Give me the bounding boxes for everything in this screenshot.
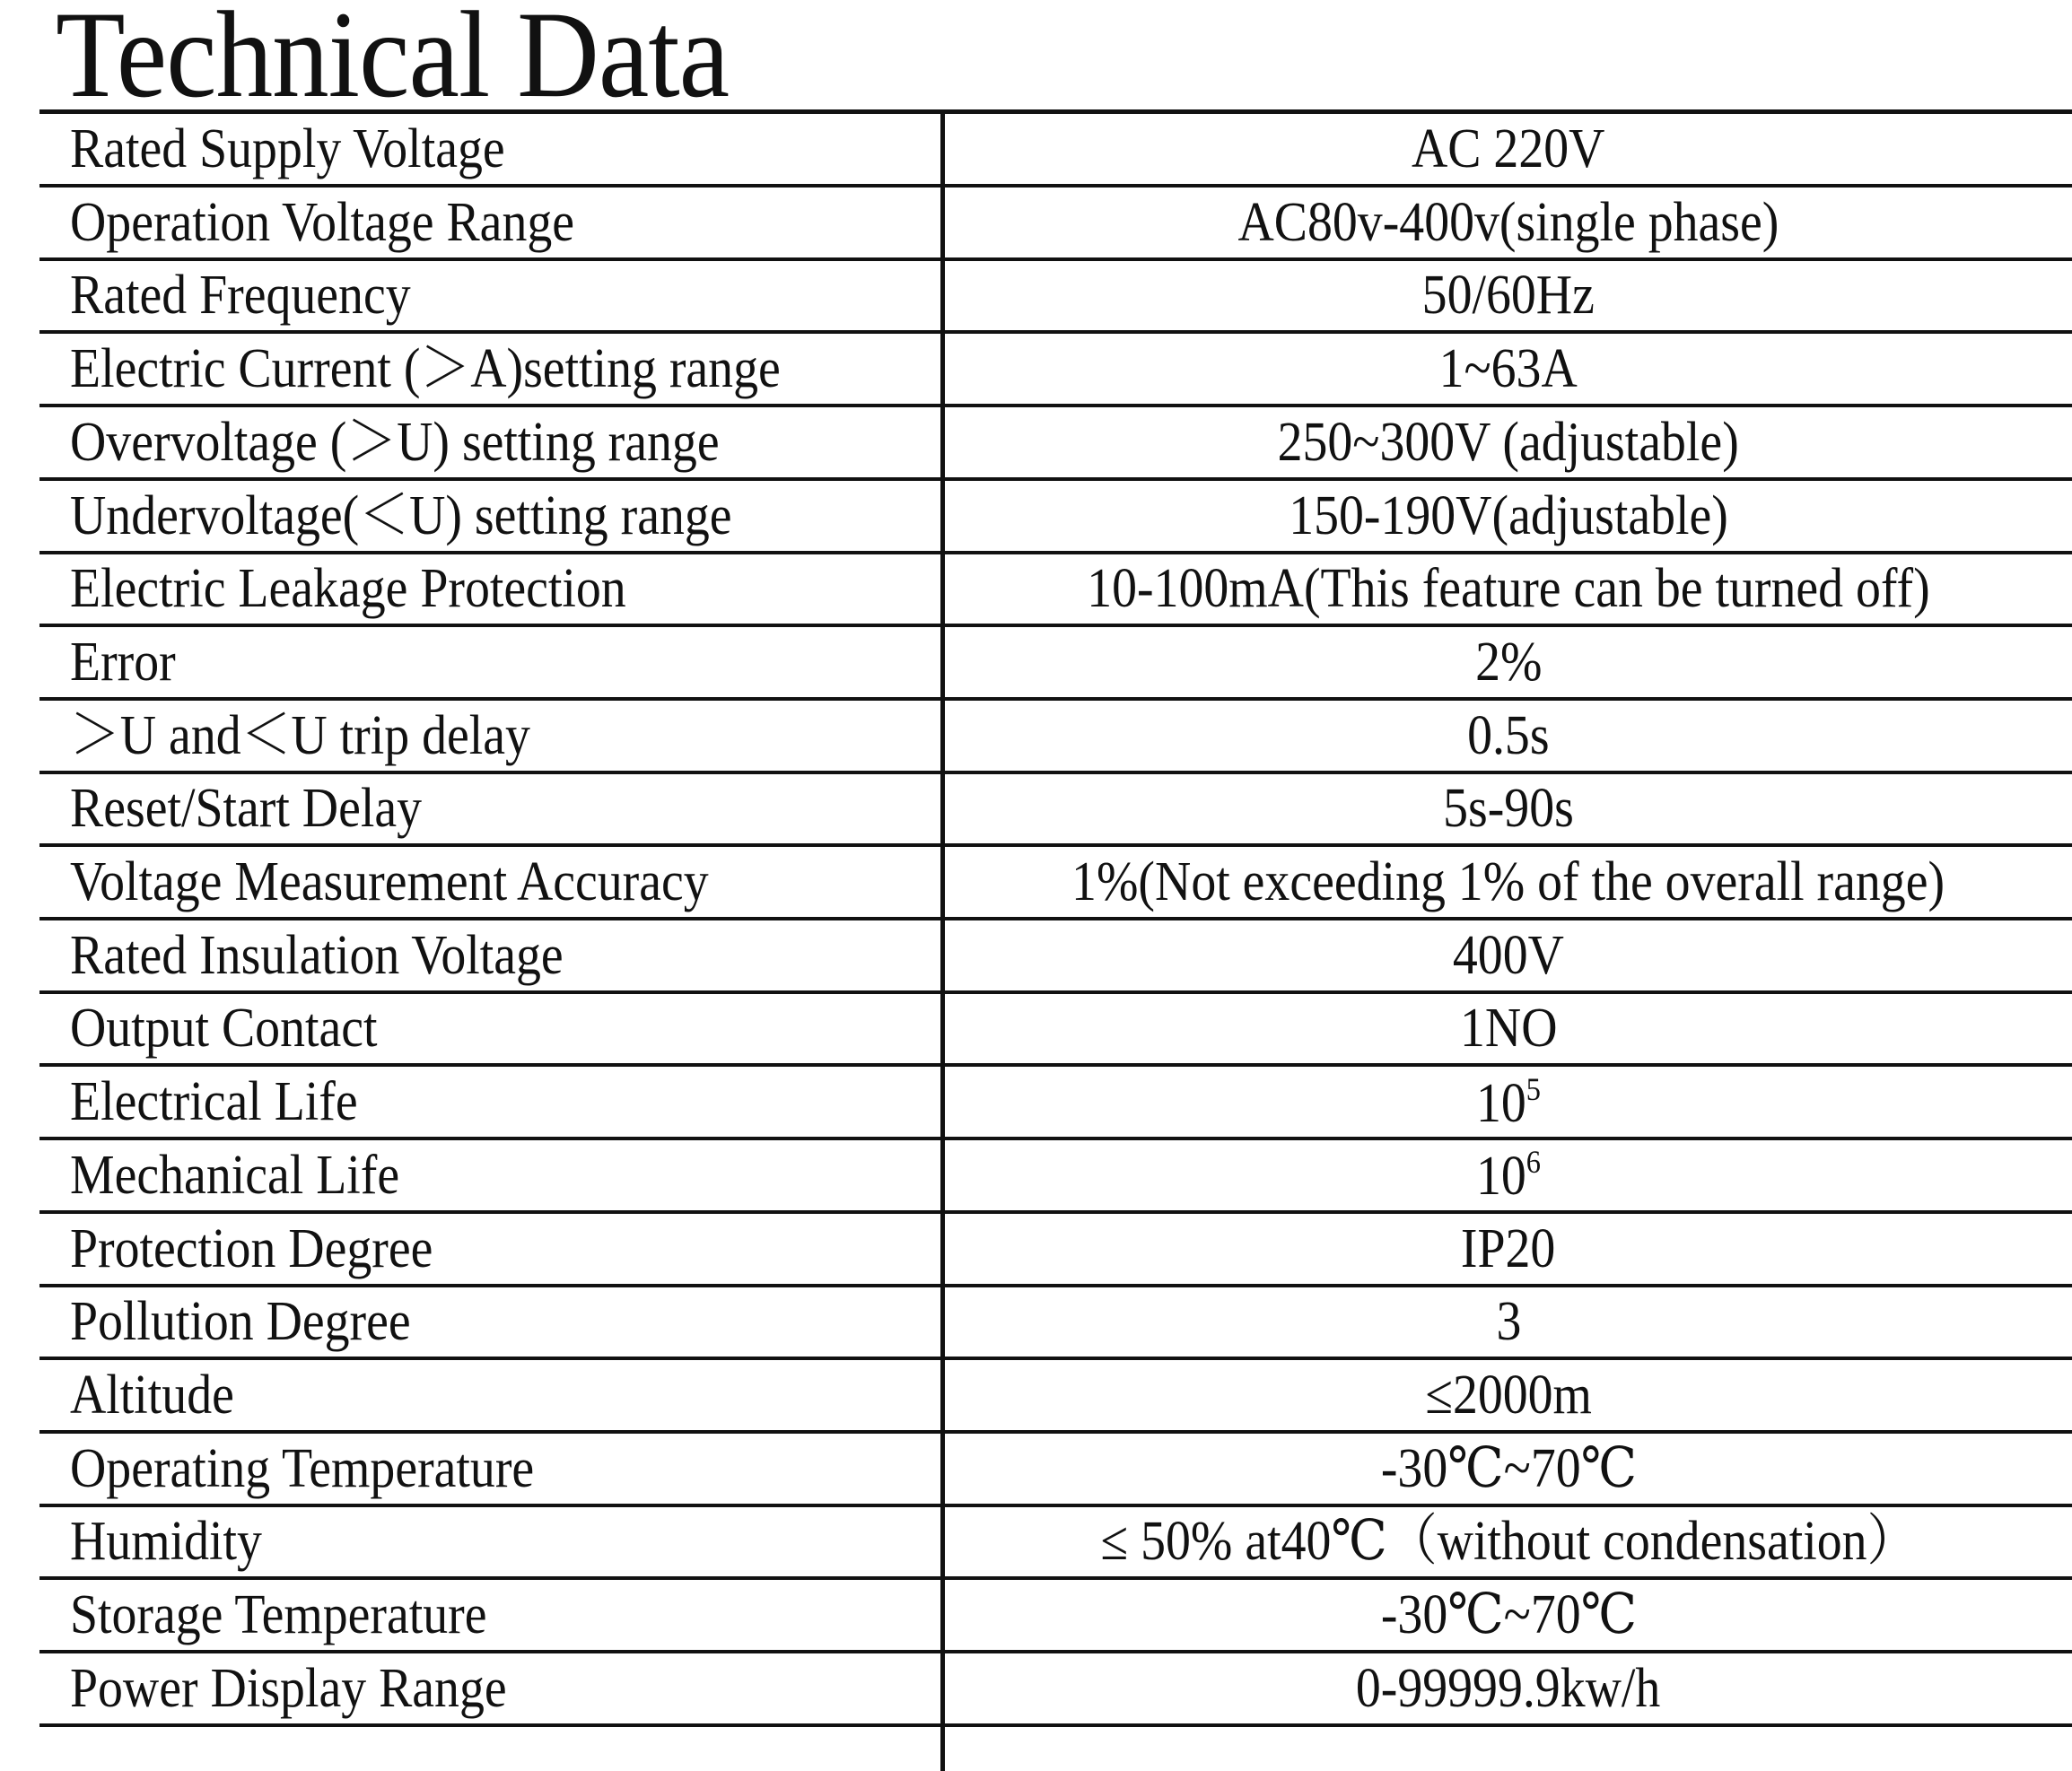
spec-label: Electric Current (＞A)setting range [70, 338, 781, 400]
spec-value-main: 10 [1476, 1146, 1526, 1208]
spec-value-text [1459, 998, 1558, 1060]
spec-label: Voltage Measurement Accuracy [70, 851, 709, 912]
spec-label: Rated Insulation Voltage [70, 924, 564, 986]
spec-value-main: 3 [1496, 1291, 1521, 1353]
spec-value [945, 993, 2072, 1063]
spec-value-text [1277, 411, 1740, 473]
table-row [39, 554, 2072, 627]
table-row [39, 1140, 2072, 1214]
spec-value-main: 50/60Hz [1421, 265, 1596, 327]
spec-value-text [1443, 778, 1574, 840]
spec-value-text [1289, 484, 1728, 546]
spec-value [945, 1067, 2072, 1137]
spec-value-main: 1%(Not exceeding 1% of the overall range) [1071, 851, 1945, 912]
spec-value [945, 1580, 2072, 1650]
spec-value [945, 1653, 2072, 1723]
spec-value-main: 5s-90s [1443, 778, 1574, 840]
spec-value-text [1412, 118, 1605, 179]
spec-label: Electric Leakage Protection [70, 558, 626, 620]
table-row [39, 114, 2072, 188]
spec-value-text [1071, 851, 1945, 912]
spec-value-main: AC80v-400v(single phase) [1237, 191, 1779, 253]
spec-value-main: 150-190V(adjustable) [1289, 484, 1728, 546]
spec-value-text [1380, 1437, 1637, 1499]
spec-value [945, 627, 2072, 697]
spec-value-main: -30℃~70℃ [1380, 1584, 1637, 1645]
table-row [39, 1434, 2072, 1507]
spec-value-main: AC 220V [1412, 118, 1605, 179]
spec-value [945, 407, 2072, 477]
spec-value-text [1461, 1217, 1556, 1279]
spec-value-text [1100, 1511, 1917, 1573]
spec-value [945, 334, 2072, 404]
spec-value [945, 1506, 2072, 1576]
spec-value [945, 1140, 2072, 1210]
spec-label: Humidity [70, 1511, 262, 1573]
spec-value-main: 1NO [1459, 998, 1558, 1060]
spec-label: Pollution Degree [70, 1291, 411, 1353]
spec-value [945, 773, 2072, 843]
spec-label: Altitude [70, 1364, 234, 1426]
spec-label: Error [70, 631, 176, 693]
spec-value-text [1467, 704, 1550, 766]
spec-value [945, 701, 2072, 771]
spec-value-main: 0-99999.9kw/h [1356, 1657, 1661, 1719]
table-row [39, 627, 2072, 701]
spec-value [945, 188, 2072, 257]
table-row [39, 1067, 2072, 1140]
spec-value-exponent: 5 [1526, 1070, 1541, 1107]
spec-value-main: 250~300V (adjustable) [1277, 411, 1740, 473]
table-row [39, 407, 2072, 481]
spec-value-main: 10 [1476, 1072, 1526, 1134]
table-row [39, 260, 2072, 334]
spec-label: Mechanical Life [70, 1144, 400, 1206]
spec-value [945, 1360, 2072, 1430]
spec-value-main: 2% [1474, 631, 1543, 693]
spec-value [945, 1434, 2072, 1504]
table-row [39, 188, 2072, 261]
spec-label: Operating Temperature [70, 1437, 535, 1499]
spec-value [945, 114, 2072, 184]
spec-value-text [1474, 631, 1543, 693]
spec-value [945, 260, 2072, 330]
spec-value-main: IP20 [1461, 1217, 1556, 1279]
spec-value-text [1356, 1657, 1661, 1719]
table-row [39, 1580, 2072, 1653]
spec-value-main: 10-100mA(This feature can be turned off) [1087, 558, 1930, 620]
spec-label: Output Contact [70, 998, 378, 1060]
table-row [39, 993, 2072, 1067]
spec-label: Protection Degree [70, 1217, 433, 1279]
spec-value [945, 920, 2072, 990]
table-row [39, 1360, 2072, 1434]
spec-value-text [1476, 1144, 1541, 1208]
table-row [39, 847, 2072, 920]
table-row [39, 334, 2072, 407]
spec-label: ＞U and＜U trip delay [70, 704, 530, 766]
spec-value-main: -30℃~70℃ [1380, 1437, 1637, 1499]
spec-value-exponent: 6 [1526, 1144, 1541, 1181]
spec-value-main: 400V [1452, 924, 1565, 986]
spec-value-main: ≤ 50% at40℃（without condensation） [1100, 1511, 1917, 1573]
table-row [39, 920, 2072, 994]
spec-value-text [1496, 1291, 1521, 1353]
spec-label: Operation Voltage Range [70, 191, 575, 253]
spec-value-main: 1~63A [1438, 338, 1578, 400]
spec-label: Rated Frequency [70, 265, 411, 327]
spec-value-text [1237, 191, 1779, 253]
spec-value-text [1438, 338, 1578, 400]
spec-value-text [1425, 1364, 1592, 1426]
technical-data-table [39, 109, 2072, 1771]
spec-value [945, 554, 2072, 624]
spec-value-main: 0.5s [1467, 704, 1550, 766]
spec-value [945, 847, 2072, 917]
table-row [39, 1506, 2072, 1580]
table-row [39, 1287, 2072, 1360]
spec-label: Rated Supply Voltage [70, 118, 505, 179]
table-row [39, 481, 2072, 554]
spec-label: Power Display Range [70, 1657, 507, 1719]
spec-label: Undervoltage(＜U) setting range [70, 484, 732, 546]
spec-label: Electrical Life [70, 1071, 358, 1133]
table-row [39, 1653, 2072, 1727]
spec-value-text [1476, 1070, 1541, 1134]
page-title: Technical Data [56, 0, 730, 123]
spec-label: Overvoltage (＞U) setting range [70, 411, 720, 473]
spec-value-text [1421, 265, 1596, 327]
spec-value-main: ≤2000m [1425, 1364, 1592, 1426]
spec-value [945, 481, 2072, 551]
table-row [39, 1214, 2072, 1287]
spec-value [945, 1214, 2072, 1284]
spec-value-text [1452, 924, 1565, 986]
spec-value [945, 1287, 2072, 1357]
spec-label: Storage Temperature [70, 1584, 487, 1645]
spec-value-text [1087, 558, 1930, 620]
table-row [39, 773, 2072, 847]
spec-label: Reset/Start Delay [70, 778, 423, 840]
spec-value-text [1380, 1584, 1637, 1645]
table-row [39, 701, 2072, 774]
